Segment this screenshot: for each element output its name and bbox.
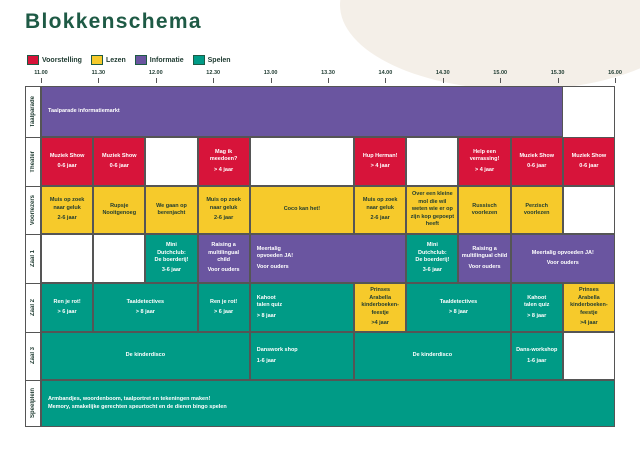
legend-label: Voorstelling [42,56,82,64]
activity-title: Meertalig opvoeden JA! [531,249,594,256]
row-label [25,380,41,427]
activity-block [198,186,250,234]
empty-slot [41,234,93,283]
time-label: 14.00 [378,70,393,76]
activity-block [354,186,406,234]
time-tick [615,78,616,83]
activity-age: 2-6 jaar [57,215,77,222]
legend-label: Lezen [105,56,126,64]
activity-block [511,234,615,283]
activity-block [198,137,250,186]
row-label-text: Taalparade [29,95,36,128]
activity-age: >4 jaar [371,320,389,327]
activity-age: 1-6 jaar [527,357,547,364]
time-tick [98,78,99,83]
activity-title: Ren je rot! [53,298,81,305]
legend-label: Spelen [207,56,231,64]
activity-block [250,283,354,332]
activity-age: > 8 jaar [527,312,547,319]
time-tick [500,78,501,83]
row-label [25,186,41,234]
activity-title: Muziek Show [519,152,554,159]
activity-age: 3-6 jaar [161,267,182,274]
activity-age: 0-6 jaar [579,163,599,169]
activity-title: Mag ik meedoen? [209,148,238,163]
time-label: 14.30 [435,70,450,76]
activity-title: Danswork shop [256,347,298,354]
activity-title: Russisch voorlezen [471,202,498,216]
activity-block [198,234,250,283]
time-tick [328,78,329,83]
activity-age: 0-6 jaar [527,163,547,169]
activity-title: Muziek Show [49,152,85,159]
legend-swatch [193,55,205,65]
activity-block [41,380,615,427]
activity-age: Voor ouders [468,263,501,270]
time-label: 15.00 [493,70,508,76]
activity-age: > 8 jaar [448,309,468,315]
activity-title: Muziek Show [101,152,137,159]
activity-title: Perzisch voorlezen [523,202,550,216]
time-label: 13.00 [263,70,278,76]
activity-title: Raising a multilingual child [208,242,240,263]
time-tick [156,78,157,83]
row-label [25,86,41,137]
time-label: 15.30 [550,70,565,76]
activity-block [354,137,406,186]
activity-title: Prinses Arabella kinderboeken- feestje [361,287,399,316]
row-label [25,332,41,380]
activity-block [250,332,354,380]
time-tick [385,78,386,83]
activity-age: 1-6 jaar [256,357,276,364]
activity-block [458,234,510,283]
time-label: 12.00 [148,70,163,76]
activity-title: De kinderdisco [125,352,166,359]
activity-title: Armbandjes, woordenboom, taalportret en tekeningen maken! Memory, smakelijke gerechten speurtocht en de dieren bingo spelen [48,396,227,410]
activity-age: > 8 jaar [135,309,155,315]
row-divider [25,137,615,138]
activity-age: Voor ouders [546,260,579,266]
activity-block [511,283,563,332]
legend [27,55,240,65]
activity-block [511,332,563,380]
activity-title: Taalparade informatiemarkt [48,107,120,114]
activity-title: Muis op zoek naar geluk [206,197,241,211]
activity-block [93,186,145,234]
activity-title: Mini Dutchclub: De boerderij! [154,242,189,263]
activity-block [41,186,93,234]
row-label [25,137,41,186]
activity-title: Over een kleine mol die wil weten wie er op zijn kop gepoept heeft [410,191,455,228]
legend-label: Informatie [149,56,184,64]
activity-title: Kahoot talen quiz [256,294,283,309]
legend-swatch [27,55,39,65]
activity-title: Mini Dutchclub: De boerderij! [415,242,450,263]
legend-swatch [135,55,147,65]
activity-age: >4 jaar [580,320,598,327]
row-divider [25,380,615,381]
activity-block [458,186,510,234]
page-title: Blokkenschema [25,10,202,33]
row-label-text: Theater [29,150,36,173]
activity-age: 2-6 jaar [370,215,390,222]
activity-block [198,283,250,332]
activity-block [458,137,510,186]
activity-title: Meertalig opvoeden JA! [256,245,294,260]
activity-title: Dans-workshop [516,347,558,354]
empty-slot [563,186,615,234]
activity-title: Taaldetectives [439,298,478,305]
activity-age: > 8 jaar [256,312,276,319]
activity-age: > 4 jaar [370,163,390,169]
activity-block [145,186,197,234]
activity-block [145,234,197,283]
activity-block [93,283,197,332]
activity-age: 0-6 jaar [57,163,77,169]
empty-slot [406,137,458,186]
activity-block [354,283,406,332]
activity-title: Muis op zoek naar geluk [49,197,85,211]
legend-item [91,55,126,65]
activity-block [511,186,563,234]
activity-title: Prinses Arabella kinderboeken- feestje [570,287,608,316]
activity-block [93,137,145,186]
time-label: 12.30 [206,70,221,76]
activity-title: We gaan op berenjacht [156,202,187,216]
background-decoration [340,0,640,90]
row-label-text: Zaal 3 [29,347,36,365]
activity-block [250,234,407,283]
row-label-text: Zaal 1 [29,249,36,267]
row-label-text: Voorlezers [29,194,36,226]
time-label: 16.00 [608,70,622,76]
activity-age: > 6 jaar [214,309,234,315]
row-label [25,283,41,332]
row-divider [25,332,615,333]
activity-age: > 4 jaar [214,166,234,173]
time-tick [443,78,444,83]
activity-title: Hup Herman! [362,152,398,159]
activity-block [250,186,354,234]
activity-title: Muis op zoek naar geluk [362,197,398,211]
row-label-text: Speelplein [29,388,36,419]
legend-item [27,55,82,65]
activity-block [41,332,250,380]
activity-block [41,137,93,186]
activity-title: Ren je rot! [210,298,238,305]
row-divider [25,234,615,235]
activity-title: Help een verrassing! [469,148,500,163]
activity-block [354,332,511,380]
activity-block [563,283,615,332]
activity-title: De kinderdisco [412,352,453,359]
activity-age: > 6 jaar [57,309,77,315]
empty-slot [93,234,145,283]
activity-block [406,283,510,332]
time-label: 11.30 [91,70,106,76]
legend-swatch [91,55,103,65]
activity-block [406,186,458,234]
activity-block [406,234,458,283]
empty-slot [563,332,615,380]
activity-block [41,86,563,137]
time-tick [41,78,42,83]
time-label: 11.00 [34,70,48,76]
activity-block [41,283,93,332]
empty-slot [250,137,354,186]
row-label-text: Zaal 2 [29,298,36,316]
activity-age: 0-6 jaar [109,163,129,169]
activity-age: 2-6 jaar [213,215,234,222]
activity-block [563,137,615,186]
activity-title: Kahoot talen quiz [524,294,550,309]
activity-title: Taaldetectives [126,298,165,305]
activity-age: > 4 jaar [474,166,495,173]
empty-slot [145,137,197,186]
time-tick [558,78,559,83]
legend-item [135,55,184,65]
row-divider [25,186,615,187]
activity-age: 3-6 jaar [422,267,442,274]
activity-title: Rupsje Nooitgenoeg [102,202,137,216]
activity-age: Voor ouders [256,263,289,270]
activity-age: Voor ouders [207,267,240,274]
time-tick [213,78,214,83]
row-divider [25,283,615,284]
activity-block [511,137,563,186]
activity-title: Muziek Show [571,152,607,159]
row-label [25,234,41,283]
time-label: 13.30 [321,70,335,76]
legend-item [193,55,231,65]
activity-title: Raising a multilingual child [461,245,508,260]
activity-title: Coco kan het! [283,206,321,213]
time-tick [271,78,272,83]
